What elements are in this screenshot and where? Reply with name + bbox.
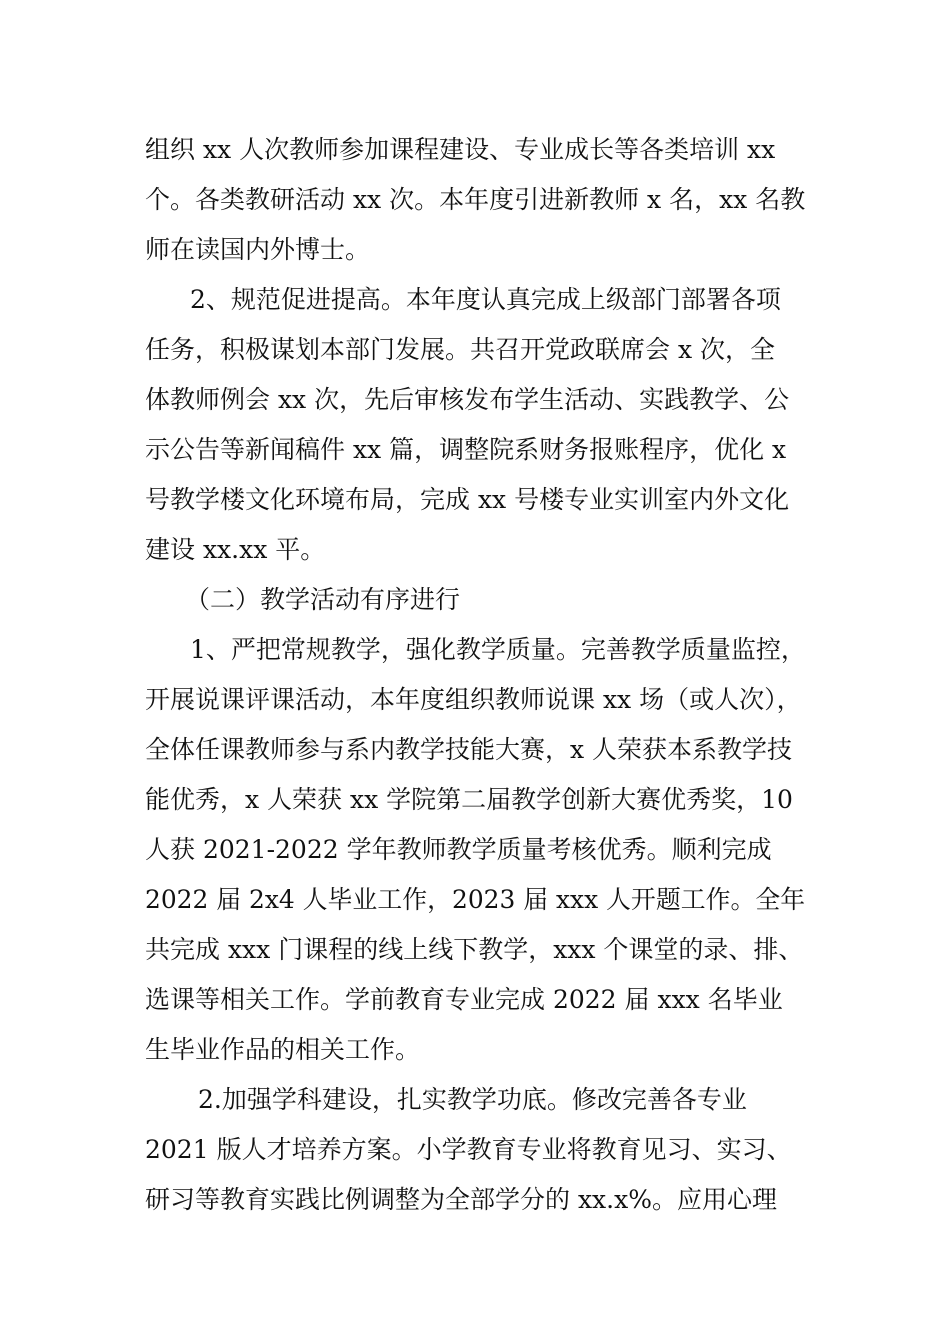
text-line: 示公告等新闻稿件 xx 篇，调整院系财务报账程序，优化 x	[145, 435, 787, 464]
text-line: 组织 xx 人次教师参加课程建设、专业成长等各类培训 xx	[145, 135, 776, 164]
text-line: 共完成 xxx 门课程的线上线下教学，xxx 个课堂的录、排、	[145, 935, 804, 964]
text-line: 人获 2021-2022 学年教师教学质量考核优秀。顺利完成	[145, 835, 772, 864]
text-line: 开展说课评课活动，本年度组织教师说课 xx 场（或人次），	[145, 685, 802, 714]
section-heading: （二）教学活动有序进行	[185, 585, 461, 614]
text-line: 建设 xx.xx 平。	[145, 535, 326, 564]
text-line: 师在读国内外博士。	[145, 235, 371, 264]
text-line: 2.加强学科建设，扎实教学功底。修改完善各专业	[198, 1085, 747, 1114]
text-line: 1、严把常规教学，强化教学质量。完善教学质量监控，	[190, 635, 806, 664]
text-line: 选课等相关工作。学前教育专业完成 2022 届 xxx 名毕业	[145, 985, 783, 1014]
text-line: 能优秀，x 人荣获 xx 学院第二届教学创新大赛优秀奖，10	[145, 785, 793, 814]
text-line: 2、规范促进提高。本年度认真完成上级部门部署各项	[190, 285, 781, 314]
text-line: 任务，积极谋划本部门发展。共召开党政联席会 x 次，全	[145, 335, 775, 364]
text-line: 个。各类教研活动 xx 次。本年度引进新教师 x 名，xx 名教	[145, 185, 806, 214]
text-line: 全体任课教师参与系内教学技能大赛，x 人荣获本系教学技	[145, 735, 793, 764]
text-line: 2021 版人才培养方案。小学教育专业将教育见习、实习、	[145, 1135, 792, 1164]
text-line: 研习等教育实践比例调整为全部学分的 xx.x%。应用心理	[145, 1185, 777, 1214]
text-line: 体教师例会 xx 次，先后审核发布学生活动、实践教学、公	[145, 385, 790, 414]
text-line: 2022 届 2x4 人毕业工作，2023 届 xxx 人开题工作。全年	[145, 885, 806, 914]
text-line: 号教学楼文化环境布局，完成 xx 号楼专业实训室内外文化	[145, 485, 790, 514]
text-line: 生毕业作品的相关工作。	[145, 1035, 421, 1064]
